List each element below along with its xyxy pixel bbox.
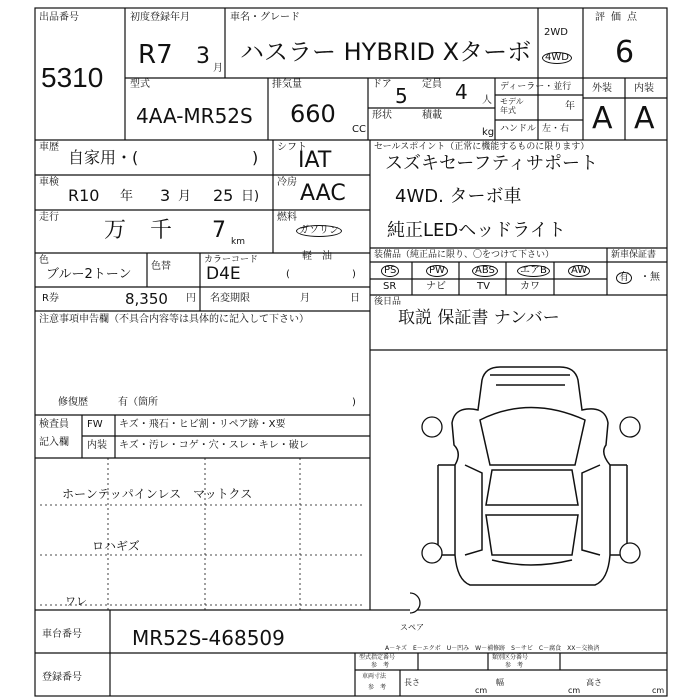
equip-pw: PW xyxy=(426,265,448,277)
dealer-label: ディーラー・並行 xyxy=(500,82,572,92)
interior-grade: A xyxy=(634,101,655,136)
warranty-yes: 有 xyxy=(616,272,632,284)
equip-ps: PS xyxy=(381,265,399,277)
first-reg-era: R7 xyxy=(138,40,173,70)
inspector-in: 内装 xyxy=(87,440,107,451)
handle-label: ハンドル xyxy=(500,124,537,134)
score-label: 評価点 xyxy=(595,12,643,23)
drive-4wd: 4WD xyxy=(542,52,572,64)
recycle-label: R券 xyxy=(42,293,59,304)
model-label: 車名・グレード xyxy=(230,12,300,23)
first-reg-label: 初度登録年月 xyxy=(130,12,190,23)
displacement-label: 排気量 xyxy=(272,79,302,90)
later-items-label: 後日品 xyxy=(374,297,402,307)
inspection-year-unit: 年 xyxy=(120,189,134,204)
repair-history-value: 有（箇所 xyxy=(118,397,158,408)
drive-2wd: 2WD xyxy=(544,27,568,38)
dims-ref: 参 考 xyxy=(368,684,387,691)
model-grade: ハスラー HYBRID Xターボ xyxy=(240,38,532,66)
interior-label: 内装 xyxy=(634,83,654,94)
doors-value: 5 xyxy=(395,84,408,108)
lot-number: 5310 xyxy=(41,62,104,93)
exterior-grade: A xyxy=(592,101,613,136)
exterior-label: 外装 xyxy=(592,83,612,94)
equip-aw: AW xyxy=(568,265,590,277)
name-change-label: 名変期限 xyxy=(210,293,250,304)
inspection-day: 25 xyxy=(213,186,234,205)
shift-label: シフト xyxy=(277,142,307,153)
first-reg-month-unit: 月 xyxy=(213,63,223,74)
fuel-gasoline: ガソリン xyxy=(296,225,342,237)
note-line-2: ロハギズ xyxy=(92,539,140,553)
mileage-label: 走行 xyxy=(39,212,59,223)
registration-label: 登録番号 xyxy=(42,672,82,683)
equip-sr: SR xyxy=(383,281,397,292)
fuel-light-oil: 軽 油 xyxy=(302,251,332,262)
inspector-fw-text: キズ・飛石・ヒビ割・リペア跡・X要 xyxy=(119,419,286,430)
inspection-era: R10 xyxy=(68,186,100,205)
history-label: 車歴 xyxy=(39,142,59,153)
mileage-value: 7 xyxy=(212,218,226,243)
warranty-no: ・無 xyxy=(640,272,660,283)
dims-height-unit: cm xyxy=(652,686,665,695)
equip-airbag: エアB xyxy=(517,265,550,277)
color-code-label: カラーコード xyxy=(204,255,259,265)
repair-history-close: ) xyxy=(352,397,356,408)
spare-label: スペア xyxy=(400,623,424,632)
displacement-value: 660 xyxy=(290,100,336,128)
equip-abs: ABS xyxy=(472,265,498,277)
type-label: 型式 xyxy=(130,79,150,90)
class-no-ref: 参 考 xyxy=(505,662,524,669)
type-spec-ref: 参 考 xyxy=(371,662,390,669)
name-change-day-unit: 日 xyxy=(350,293,360,304)
equipment-label: 装備品（純正品に限り、〇をつけて下さい） xyxy=(374,250,555,260)
dims-label: 車両寸法 xyxy=(362,673,387,680)
repair-history-label: 修復歴 xyxy=(58,397,88,408)
later-items-value: 取説 保証書 ナンバー xyxy=(398,308,560,328)
color-label: 色 xyxy=(39,255,49,266)
type-spec-label: 型式指定番号 xyxy=(359,654,396,661)
chassis-value: MR52S-468509 xyxy=(132,626,285,650)
ac-value: AAC xyxy=(300,181,346,206)
color-code: D4E xyxy=(206,264,241,284)
car-damage-diagram xyxy=(410,355,660,615)
recycle-value: 8,350 xyxy=(125,290,168,308)
inspection-month: 3 xyxy=(160,186,171,205)
equip-navi: ナビ xyxy=(426,281,446,292)
note-line-3: ワレ xyxy=(65,595,87,608)
inspection-day-unit: 日) xyxy=(241,189,260,204)
fuel-other-open: ( xyxy=(286,269,290,280)
selling-point-1: スズキセーフティサポート xyxy=(385,153,598,174)
inspection-label: 車検 xyxy=(39,177,59,188)
model-year-label: モデル 年式 xyxy=(500,97,524,115)
fuel-label: 燃料 xyxy=(277,212,297,223)
capacity-value: 4 xyxy=(455,80,468,104)
load-label: 積載 xyxy=(422,110,442,121)
inspection-month-unit: 月 xyxy=(178,189,192,204)
dims-width-label: 幅 xyxy=(496,678,504,687)
fuel-other-close: ) xyxy=(352,269,356,280)
color-value: ブルー2トーン xyxy=(46,267,132,282)
note-line-1: ホーンテッパインレス マットクス xyxy=(62,487,253,501)
dims-height-label: 高さ xyxy=(586,678,602,687)
notes-label: 注意事項申告欄（不具合内容等は具体的に記入して下さい） xyxy=(39,314,309,325)
name-change-month-unit: 月 xyxy=(300,293,310,304)
mileage-man: 万 xyxy=(104,218,127,243)
load-unit: kg xyxy=(482,127,495,138)
type-value: 4AA-MR52S xyxy=(136,104,253,128)
doors-label: ドア xyxy=(372,79,392,90)
equip-tv: TV xyxy=(477,281,490,292)
warranty-label: 新車保証書 xyxy=(611,250,657,260)
class-no-label: 類別区分番号 xyxy=(492,654,529,661)
handle-options: 左・右 xyxy=(542,124,570,134)
selling-point-3: 純正LEDヘッドライト xyxy=(387,220,566,241)
dims-length-label: 長さ xyxy=(404,678,420,687)
capacity-label: 定員 xyxy=(422,79,442,90)
mileage-sen: 千 xyxy=(150,218,173,243)
recycle-unit: 円 xyxy=(186,293,196,304)
inspector-label-1: 検査員 xyxy=(39,419,69,430)
selling-point-2: 4WD. ターボ車 xyxy=(395,186,522,207)
mileage-unit: km xyxy=(231,237,245,247)
shift-value: IAT xyxy=(298,148,332,173)
selling-points-label: セールスポイント（正常に機能するものに限ります） xyxy=(374,142,590,152)
inspector-fw: FW xyxy=(87,419,103,430)
capacity-unit: 人 xyxy=(482,95,492,106)
inspector-in-text: キズ・汚レ・コゲ・穴・スレ・キレ・破レ xyxy=(119,440,309,451)
inspector-label-2: 記入欄 xyxy=(39,437,69,448)
history-value: 自家用・( xyxy=(68,148,139,167)
equip-leather: カワ xyxy=(520,281,540,292)
lot-label: 出品番号 xyxy=(39,12,79,23)
dims-length-unit: cm xyxy=(475,686,488,695)
first-reg-month: 3 xyxy=(196,44,210,69)
ac-label: 冷房 xyxy=(277,177,297,188)
score-value: 6 xyxy=(615,35,635,70)
shape-label: 形状 xyxy=(372,110,392,121)
model-year-unit: 年 xyxy=(565,101,575,112)
history-close: ) xyxy=(252,148,259,167)
chassis-label: 車台番号 xyxy=(42,629,82,640)
repaint-label: 色替 xyxy=(151,261,171,272)
dims-width-unit: cm xyxy=(568,686,581,695)
displacement-unit: CC xyxy=(352,124,366,135)
damage-legend: A－キズ E－エクボ U－凹み W－補修跡 S－サビ C－腐食 XX－交換済 xyxy=(385,645,600,652)
